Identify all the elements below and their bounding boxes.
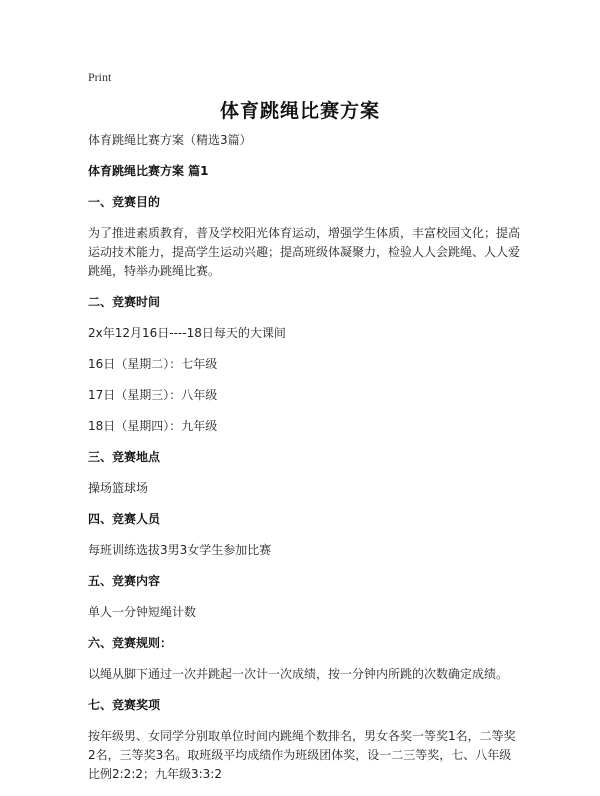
section-heading-participants: 四、竞赛人员 (88, 512, 161, 526)
section-text-participants: 每班训练选拔3男3女学生参加比赛 (88, 543, 272, 557)
section-text-content: 单人一分钟短绳计数 (88, 605, 197, 619)
section-text-location: 操场篮球场 (88, 481, 149, 495)
section-text-purpose: 为了推进素质教育，普及学校阳光体育运动，增强学生体质，丰富校园文化；提高运动技术能力，提高学生运动兴趣；提高班级体凝聚力，检验人人会跳绳、人人爱跳绳，特举办跳绳比赛。 (88, 226, 521, 278)
section-heading-location: 三、竞赛地点 (88, 450, 161, 464)
print-label: Print (88, 70, 112, 84)
article-heading: 体育跳绳比赛方案 篇1 (88, 164, 209, 178)
document-subtitle: 体育跳绳比赛方案（精选3篇） (88, 133, 252, 147)
section-text-rules: 以绳从脚下通过一次并跳起一次计一次成绩，按一分钟内所跳的次数确定成绩。 (88, 667, 509, 681)
schedule-line: 17日（星期三）：八年级 (88, 388, 218, 402)
section-heading-purpose: 一、竞赛目的 (88, 195, 161, 209)
schedule-line: 18日（星期四）：九年级 (88, 419, 218, 433)
page-title: 体育跳绳比赛方案 (219, 100, 380, 122)
section-heading-time: 二、竞赛时间 (88, 295, 161, 309)
section-heading-awards: 七、竞赛奖项 (88, 698, 161, 712)
schedule-line: 16日（星期二）：七年级 (88, 357, 218, 371)
section-heading-content: 五、竞赛内容 (88, 574, 161, 588)
document-body (88, 131, 520, 796)
section-text-awards: 按年级男、女同学分别取单位时间内跳绳个数排名，男女各奖一等奖1名，二等奖2名，三等奖3名。取班级平均成绩作为班级团体奖，设一二三等奖，七、八年级比例2:2:2；九年级3:3:2 (88, 729, 516, 781)
section-heading-rules: 六、竞赛规则： (88, 636, 173, 650)
schedule-line: 2x年12月16日----18日每天的大课间 (88, 326, 286, 340)
